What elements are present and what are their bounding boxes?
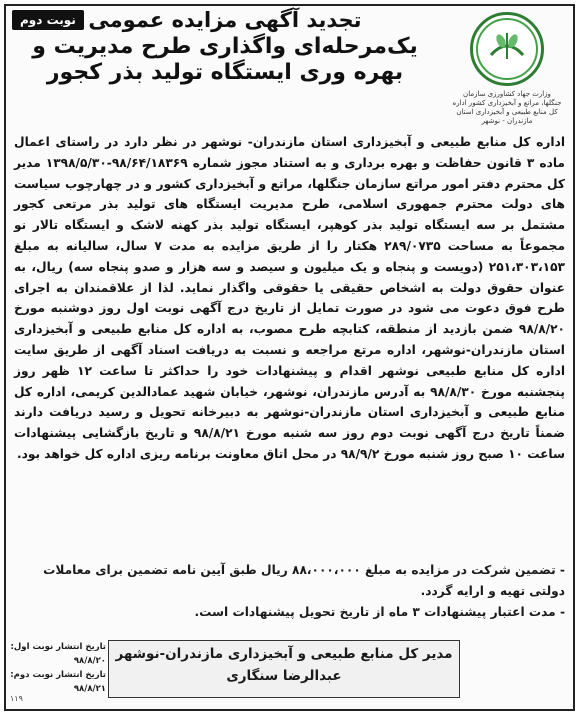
reference-number: ۱۱۹ <box>10 694 23 703</box>
signature-box <box>108 640 460 698</box>
first-publication-date: تاریخ انتشار نوبت اول: ۹۸/۸/۲۰ <box>10 642 106 666</box>
signatory-name: عبدالرضا سنگاری <box>226 668 342 684</box>
publication-dates <box>10 640 106 696</box>
notice-body: اداره کل منابع طبیعی و آبخیزداری استان مازندران- نوشهر در نظر دارد در راستای اعمال ماده ۳ قانون حفاظت و بهره برداری و به استناد مجوز شماره ۹۸/۶۴/۱۸۳۶۹-۱۳۹۸/۵/۳۰ مدیر کل محترم دفتر امور مراتع سازمان جنگلها، مراتع و آبخیزداری کشور و در چهارچوب سیاست های دولت محترم جمهوری اسلامی، طرح مدیریت ایستگاه های تولید بذر مرتعی کجور مشتمل بر سه ایستگاه تولید بذر کوهپر، ایستگاه تولید بذر کهنه لاشک و ایستگاه تالار نو مجموعاً به مساحت ۲۸۹/۰۷۳۵ هکتار را از طریق مزایده به مدت ۷ سال، سالیانه به مبلغ ۲۵۱،۳۰۳،۱۵۳ (دویست و پنجاه و یک میلیون و سیصد و سه هزار و صدو پنجاه سه) ریال، به عنوان حقوق دولت به اشخاص حقیقی یا حقوقی واگذار نماید. لذا از علاقمندان به اجرای طرح فوق دعوت می شود در صورت تمایل از تاریخ درج آگهی نوبت اول روز دوشنبه مورخ ۹۸/۸/۲۰ ضمن بازدید از منطقه، کتابچه طرح مصوب، به اداره کل منابع طبیعی و آبخیزداری استان مازندران-نوشهر، اداره مرتع مراجعه و نسبت به دریافت اسناد آگهی از طریق سایت اداره کل منابع طبیعی نوشهر اقدام و پیشنهادات خود را حداکثر تا ساعت ۱۲ ظهر روز پنجشنبه مورخ ۹۸/۸/۳۰ به آدرس مازندران، نوشهر، خیابان شهید عمادالدین کریمی، اداره کل منابع طبیعی و آبخیزداری استان مازندران-نوشهر به دبیرخانه تحویل و رسید دریافت دارند ضمناً تاریخ درج آگهی نوبت دوم روز سه شنبه مورخ ۹۸/۸/۲۱ و تاریخ بازگشایی پیشنهادات ساعت ۱۰ صبح روز شنبه مورخ ۹۸/۹/۲ در محل اتاق معاونت برنامه ریزی اداره کل خواهد بود. <box>14 135 566 461</box>
second-publication-date: تاریخ انتشار نوبت دوم: ۹۸/۸/۲۱ <box>10 670 106 694</box>
title-line-2: یک‌مرحله‌ای واگذاری طرح مدیریت و <box>32 33 418 59</box>
signatory-title: مدیر کل منابع طبیعی و آبخیزداری مازندران-نوشهر <box>115 646 453 662</box>
title-block <box>10 8 440 87</box>
title-line-3: بهره وری ایستگاه تولید بذر کجور <box>46 60 404 86</box>
title-line-1: تجدید آگهی مزایده عمومی <box>88 8 362 32</box>
jihad-emblem-icon <box>470 12 544 86</box>
condition-guarantee: - تضمین شرکت در مزایده به مبلغ ۸۸،۰۰۰،۰۰۰ ریال طبق آیین نامه تضمین برای معاملات دولتی تهیه و ارایه گردد. <box>43 563 565 598</box>
notice-round-badge: نوبت دوم <box>12 10 84 30</box>
ministry-logo <box>452 12 562 126</box>
conditions-list <box>14 560 565 622</box>
condition-validity: - مدت اعتبار پیشنهادات ۳ ماه از تاریخ تحویل پیشنهادات است. <box>194 604 565 619</box>
logo-caption: وزارت جهاد کشاورزی سازمان جنگلها، مراتع و آبخیزداری کشور اداره کل منابع طبیعی و آبخیزداری استان مازندران - نوشهر <box>452 90 562 126</box>
